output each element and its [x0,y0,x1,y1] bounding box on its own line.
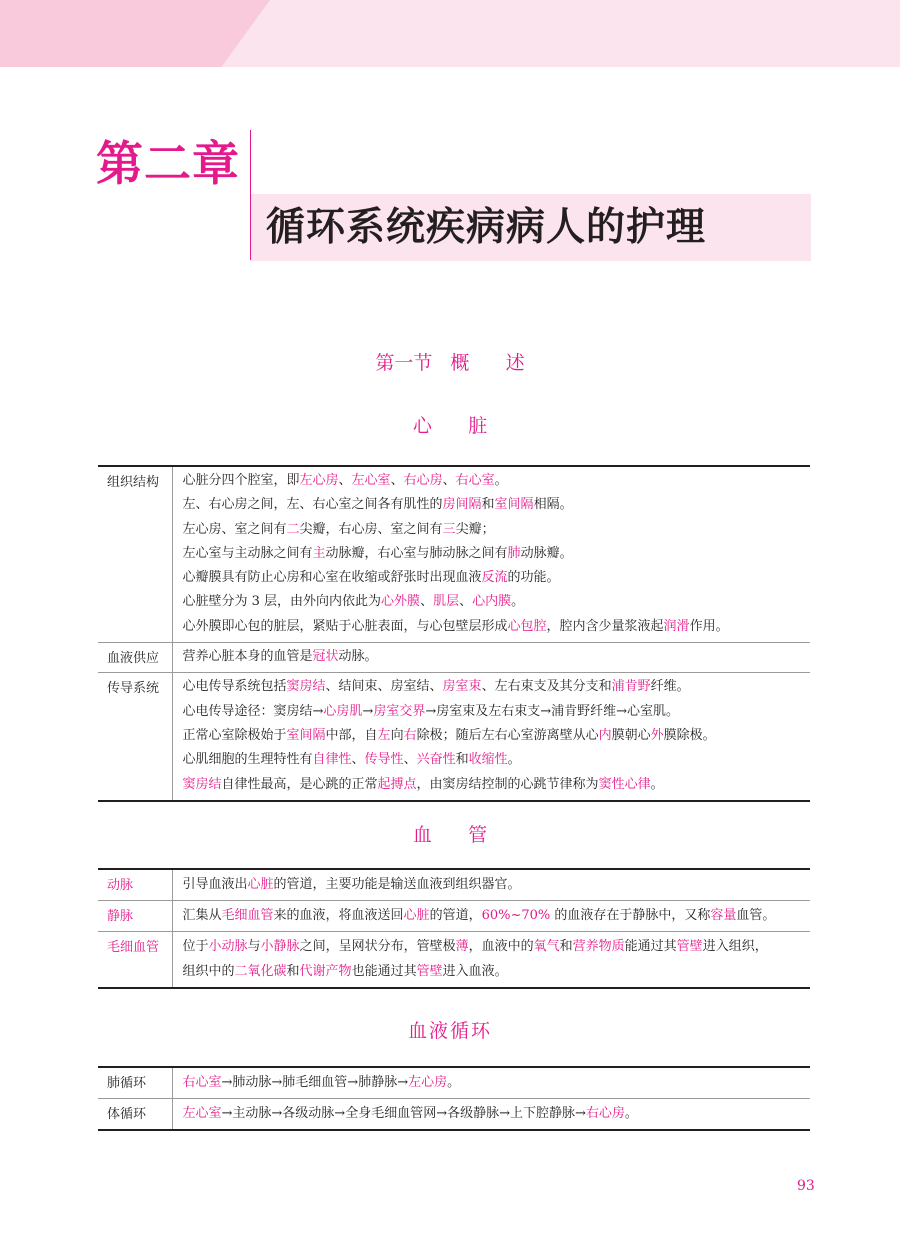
text-segment: 能通过其 [624,939,677,954]
text-segment: 、左右束支及其分支和 [481,679,612,695]
row-label: 静脉 [98,901,172,932]
table-row [98,1099,810,1131]
row-label: 传导系统 [98,673,172,801]
highlighted-term: 二氧化碳 [234,964,287,979]
text-segment: 自律性最高，是心跳的正常 [221,776,378,792]
header-band [0,0,900,67]
highlighted-term: 心房肌 [323,703,363,719]
text-segment: ，由窦房结控制的心跳节律称为 [416,776,599,792]
text-segment: 尖瓣，右心房、室之间有 [299,521,443,537]
text-segment: 和 [286,964,300,979]
highlighted-term: 三 [442,521,456,537]
text-segment: 动脉。 [338,649,378,665]
highlighted-term: 右心室 [455,473,495,488]
row-content [172,901,810,932]
text-segment: 。 [507,752,521,768]
highlighted-term: 薄 [455,939,469,954]
text-segment: 来的血液，将血液送回 [273,908,404,923]
content-line [183,542,805,566]
content-line [183,872,805,897]
text-segment: 的功能。 [507,570,560,586]
highlighted-term: 管壁 [416,964,443,979]
highlighted-term: 心脏 [403,908,430,923]
text-segment: 、 [403,752,417,768]
content-line [183,903,805,928]
heart-table [98,465,810,802]
text-segment: ，血液中的 [468,939,534,954]
content-line [183,590,805,614]
text-segment: 相隔。 [533,497,573,513]
highlighted-term: 自律性 [312,752,352,768]
row-content [172,673,810,801]
highlighted-term: 传导性 [364,752,404,768]
highlighted-term: 反流 [481,570,508,586]
content-line [183,518,805,542]
circulation-table [98,1066,810,1131]
header-band-accent [0,0,270,67]
heart-heading: 心 脏 [412,415,488,437]
row-label: 动脉 [98,869,172,901]
row-content [172,643,810,673]
content-line [183,493,805,517]
text-segment: 进入血液。 [442,964,508,979]
content-line [183,1070,805,1095]
highlighted-term: 室间隔 [494,497,534,513]
highlighted-term: 起搏点 [377,776,417,792]
text-segment: 左、右心房之间，左、右心室之间各有肌性的 [182,497,443,513]
text-segment: 膜除极。 [663,727,716,743]
highlighted-term: 小动脉 [208,939,248,954]
text-segment: 、 [390,473,404,488]
content-line [183,773,805,797]
text-segment: 之间，呈网状分布，管壁极 [299,939,456,954]
text-segment: 和 [481,497,495,513]
highlighted-term: 房室束 [442,679,482,695]
text-segment: 心外膜即心包的脏层，紧贴于心脏表面，与心包壁层形成 [182,618,508,634]
text-segment: 。 [494,473,508,488]
highlighted-term: 氧气 [533,939,560,954]
table-row [98,673,810,801]
highlighted-term: 浦肯野 [611,679,651,695]
text-segment: 。 [511,594,525,610]
text-segment: →主动脉→各级动脉→全身毛细血管网→各级静脉→上下腔静脉→ [221,1106,586,1121]
highlighted-term: 房室交界 [373,703,426,719]
row-content [172,932,810,989]
text-segment: 、 [459,594,473,610]
content-line [183,1101,805,1126]
highlighted-term: 心内膜 [472,594,512,610]
highlighted-term: 冠状 [312,649,339,665]
text-segment: 心瓣膜具有防止心房和心室在收缩或舒张时出现血液 [182,570,482,586]
text-segment: 与 [247,939,261,954]
content-line [183,934,805,959]
highlighted-term: 心外膜 [381,594,421,610]
text-segment: 汇集从 [182,908,222,923]
text-segment: 。 [650,776,664,792]
text-segment: 也能通过其 [351,964,417,979]
vessels-heading: 血 管 [412,824,488,846]
text-segment: 营养心脏本身的血管是 [182,649,313,665]
text-segment: 、 [351,752,365,768]
highlighted-term: 60%~70% [481,908,551,923]
text-segment: 动脉瓣，右心室与肺动脉之间有 [325,545,508,561]
row-content [172,1099,810,1131]
chapter-title: 循环系统疾病病人的护理 [266,205,707,250]
highlighted-term: 容量 [710,908,737,923]
highlighted-term: 窦性心律 [598,776,651,792]
highlighted-term: 毛细血管 [221,908,274,923]
table-row [98,643,810,673]
content-line [183,469,805,493]
text-segment: 正常心室除极始于 [182,727,287,743]
content-line [183,724,805,748]
highlighted-term: 窦房结 [182,776,222,792]
table-row [98,869,810,901]
vessel-table [98,868,810,989]
text-segment: 除极；随后左右心室游离壁从心 [416,727,599,743]
text-segment: 心肌细胞的生理特性有 [182,752,313,768]
text-segment: 作用。 [689,618,729,634]
content-line [183,748,805,772]
row-content [172,466,810,643]
highlighted-term: 右心房 [585,1106,625,1121]
text-segment: 、 [338,473,352,488]
highlighted-term: 管壁 [676,939,703,954]
text-segment: 、 [442,473,456,488]
text-segment: 动脉瓣。 [520,545,573,561]
highlighted-term: 右心室 [182,1075,222,1090]
row-label: 血液供应 [98,643,172,673]
text-segment: 向 [390,727,404,743]
row-label: 肺循环 [98,1067,172,1099]
page-number: 93 [797,1178,815,1194]
text-segment: 心电传导途径：窦房结→ [182,703,324,719]
highlighted-term: 房间隔 [442,497,482,513]
highlighted-term: 兴奋性 [416,752,456,768]
row-label: 体循环 [98,1099,172,1131]
text-segment: 引导血液出 [182,877,248,892]
chapter-number: 第二章 [96,137,240,192]
text-segment: 和 [455,752,469,768]
highlighted-term: 室间隔 [286,727,326,743]
text-segment: 中部，自 [325,727,378,743]
text-segment: 的血液存在于静脉中，又称 [550,908,711,923]
highlighted-term: 左心房 [408,1075,448,1090]
highlighted-term: 收缩性 [468,752,508,768]
text-segment: 膜朝心 [611,727,651,743]
row-label: 毛细血管 [98,932,172,989]
highlighted-term: 左心室 [351,473,391,488]
highlighted-term: 左心室 [182,1106,222,1121]
highlighted-term: 左心房 [299,473,339,488]
table-row [98,901,810,932]
text-segment: 血管。 [736,908,776,923]
highlighted-term: 右 [403,727,417,743]
text-segment: 。 [624,1106,638,1121]
text-segment: 。 [447,1075,461,1090]
text-segment: ，腔内含少量浆液起 [546,618,664,634]
text-segment: 心电传导系统包括 [182,679,287,695]
table-row [98,466,810,643]
content-line [183,615,805,639]
content-line [183,675,805,699]
circulation-heading: 血液循环 [407,1020,492,1042]
highlighted-term: 左 [377,727,391,743]
text-segment: 左心房、室之间有 [182,521,287,537]
highlighted-term: 润滑 [663,618,690,634]
highlighted-term: 小静脉 [260,939,300,954]
highlighted-term: 肺 [507,545,521,561]
text-segment: 左心室与主动脉之间有 [182,545,313,561]
highlighted-term: 内 [598,727,612,743]
highlighted-term: 心包腔 [507,618,547,634]
content-line [183,700,805,724]
text-segment: 进入组织， [702,939,768,954]
text-segment: →肺动脉→肺毛细血管→肺静脉→ [221,1075,409,1090]
text-segment: 组织中的 [182,964,235,979]
row-label: 组织结构 [98,466,172,643]
highlighted-term: 右心房 [403,473,443,488]
table-row [98,1067,810,1099]
row-content [172,1067,810,1099]
section-title: 第一节 概 述 [375,352,525,374]
row-content [172,869,810,901]
text-segment: 位于 [182,939,209,954]
table-row [98,932,810,989]
highlighted-term: 代谢产物 [299,964,352,979]
text-segment: 和 [559,939,573,954]
text-segment: 心脏壁分为 3 层，由外向内依此为 [182,594,382,610]
text-segment: 的管道，主要功能是输送血液到组织器官。 [273,877,521,892]
text-segment: → [362,703,374,719]
highlighted-term: 窦房结 [286,679,326,695]
highlighted-term: 二 [286,521,300,537]
text-segment: 的管道， [429,908,482,923]
text-segment: 、 [420,594,434,610]
highlighted-term: 外 [650,727,664,743]
text-segment: 尖瓣； [455,521,495,537]
highlighted-term: 营养物质 [572,939,625,954]
text-segment: 纤维。 [650,679,690,695]
content-line [183,566,805,590]
text-segment: 、结间束、房室结、 [325,679,443,695]
content-line [183,959,805,984]
highlighted-term: 肌层 [433,594,460,610]
text-segment: 心脏分四个腔室，即 [182,473,300,488]
highlighted-term: 主 [312,545,326,561]
highlighted-term: 心脏 [247,877,274,892]
text-segment: →房室束及左右束支→浦肯野纤维→心室肌。 [425,703,680,719]
content-line [183,645,805,669]
